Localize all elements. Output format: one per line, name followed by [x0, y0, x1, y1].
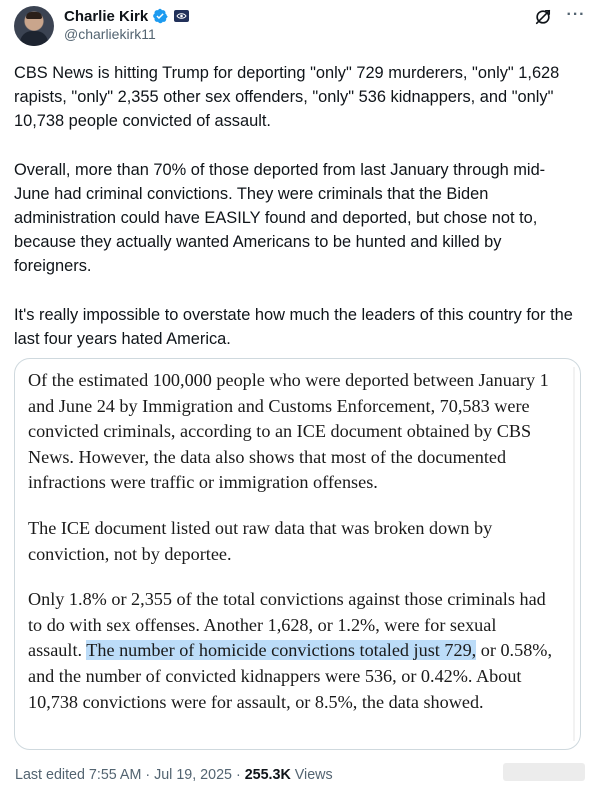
more-options-icon[interactable]: ···	[566, 6, 586, 23]
highlighted-text: The number of homicide convictions totaled just 729,	[86, 640, 477, 661]
article-paragraph: The ICE document listed out raw data that was broken down by conviction, not by deportee.	[28, 517, 493, 564]
verified-badge-icon[interactable]	[152, 8, 168, 24]
views-label: Views	[290, 767, 333, 783]
affiliation-logo-icon	[176, 12, 187, 20]
scrollbar-line	[568, 367, 578, 741]
views-count: 255.3K	[244, 767, 291, 783]
author-display-name[interactable]: Charlie Kirk	[64, 7, 149, 25]
tweet-header	[14, 6, 586, 46]
grok-icon[interactable]	[534, 8, 552, 26]
tweet-footer	[15, 767, 333, 783]
article-text: Only 1.8% or 2,355 of the total convictions against those criminals had to do with sex offenses. Another 1,628, or 1.2%, were for sexual assault.	[28, 589, 546, 661]
tweet-paragraph: It's really impossible to overstate how much the leaders of this country for the last four years hated America.	[14, 305, 573, 348]
author-avatar[interactable]	[14, 6, 54, 46]
name-row	[64, 6, 189, 26]
tweet-paragraph: CBS News is hitting Trump for deporting "only" 729 murderers, "only" 1,628 rapists, "only" 2,355 other sex offenders, "only" 536 kidnappers, and "only" 10,738 people convicted of assault.	[14, 64, 560, 131]
avatar-hair	[26, 12, 42, 19]
article-paragraph	[28, 587, 553, 715]
tweet-paragraph: Overall, more than 70% of those deported from last January through mid-June had criminal convictions. They were criminals that the Biden administration could have EASILY found and deported, but chose not to, because they actually wanted Americans to be hunted and killed by foreigners.	[14, 160, 546, 276]
author-handle[interactable]: @charliekirk11	[64, 26, 156, 42]
article-paragraph: Of the estimated 100,000 people who were deported between January 1 and June 24 by Immigration and Customs Enforcement, 70,583 were convicted criminals, according to an ICE document obtained by CBS News. However, the data also shows that most of the documented infractions were traffic or immigration offenses.	[28, 370, 549, 493]
affiliation-badge-icon[interactable]	[174, 10, 189, 22]
article-excerpt	[28, 368, 553, 735]
edited-timestamp[interactable]: Last edited 7:55 AM · Jul 19, 2025 ·	[15, 767, 245, 783]
avatar-suit	[20, 31, 48, 46]
attached-screenshot-image[interactable]	[14, 358, 581, 750]
tweet-text	[14, 61, 574, 375]
article-text: or 0.58%, and the number of convicted kidnappers were 536, or 0.42%. About 10,738 convictions were for assault, or 8.5%, the data showed.	[28, 640, 552, 712]
watermark-logo	[503, 763, 585, 781]
